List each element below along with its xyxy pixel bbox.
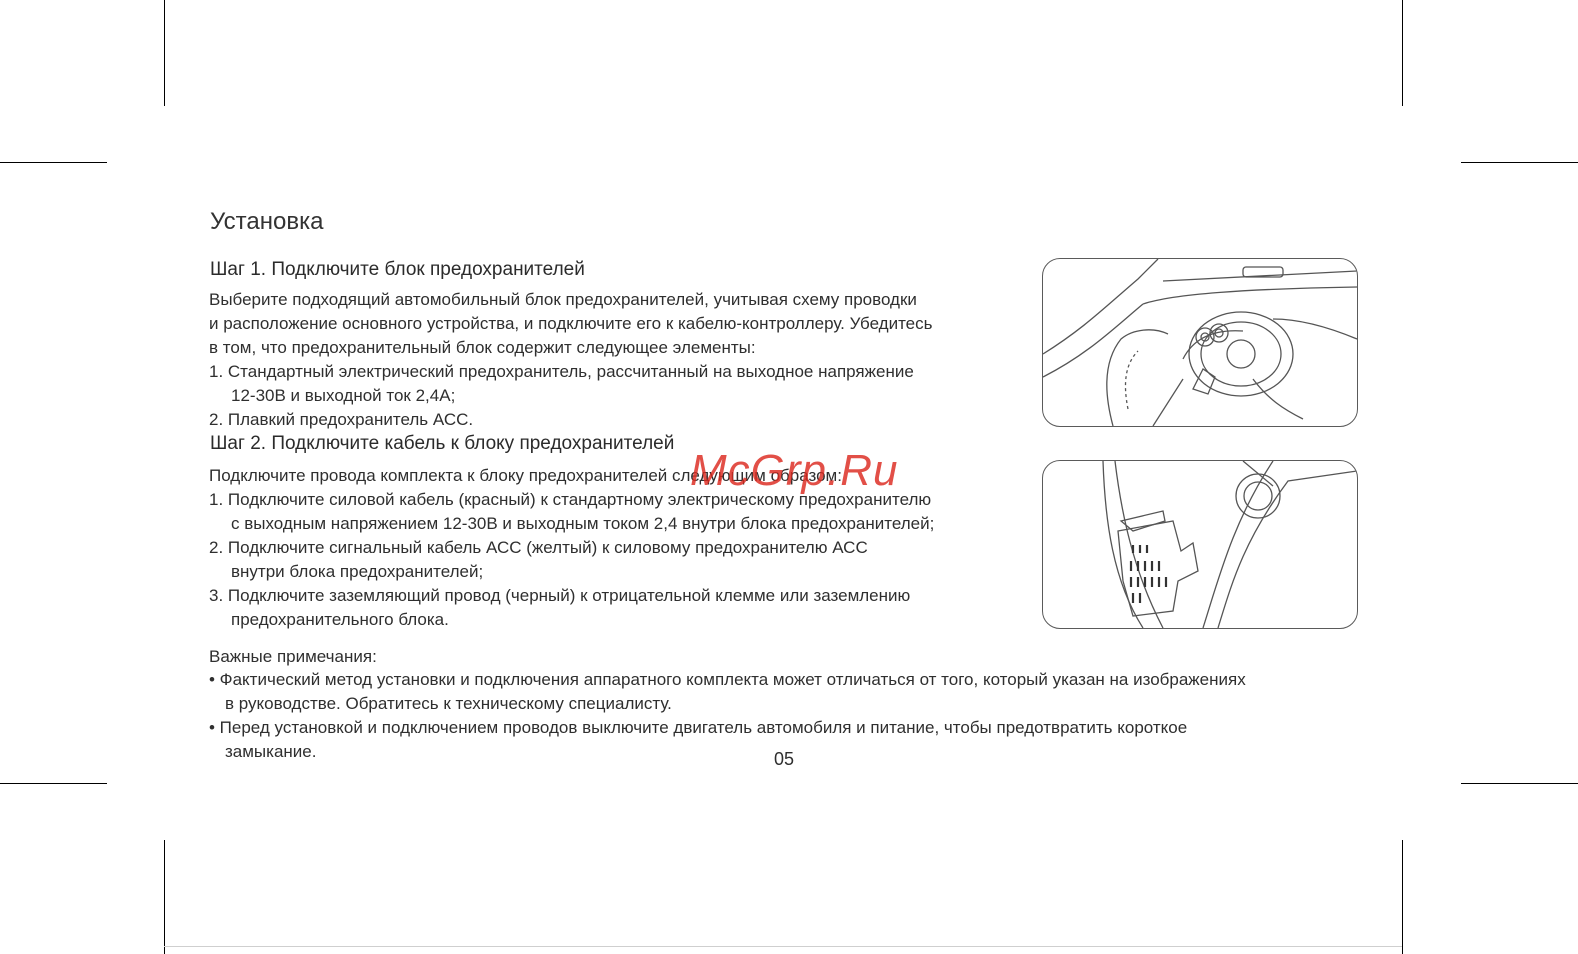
page-title: Установка (210, 208, 324, 235)
step1-line: и расположение основного устройства, и подключите его к кабелю-контроллеру. Убедитесь (209, 314, 933, 333)
step1-heading: Шаг 1. Подключите блок предохранителей (210, 259, 585, 280)
crop-mark (164, 840, 165, 954)
notes-line: замыкание. (225, 742, 317, 761)
connector-illustration (1042, 460, 1358, 629)
step2-heading: Шаг 2. Подключите кабель к блоку предохранителей (210, 433, 675, 454)
crop-mark (164, 0, 165, 106)
crop-mark (164, 946, 1402, 947)
step1-line: в том, что предохранительный блок содержит следующее элементы: (209, 338, 756, 357)
watermark: McGrp.Ru (690, 446, 899, 495)
step1-line: 12-30В и выходной ток 2,4А; (231, 386, 456, 405)
notes-line: • Фактический метод установки и подключения аппаратного комплекта может отличаться от того, который указан на изображениях (209, 670, 1246, 689)
step2-line: с выходным напряжением 12-30В и выходным током 2,4 внутри блока предохранителей; (231, 514, 935, 533)
step2-line: 3. Подключите заземляющий провод (черный) к отрицательной клемме или заземлению (209, 586, 911, 605)
step2-line: внутри блока предохранителей; (231, 562, 484, 581)
step2-line: 2. Подключите сигнальный кабель АСС (желтый) к силовому предохранителю АСС (209, 538, 868, 557)
notes-line: • Перед установкой и подключением проводов выключите двигатель автомобиля и питание, чтобы предотвратить короткое (209, 718, 1188, 737)
crop-mark (1402, 0, 1403, 106)
dashboard-illustration (1042, 258, 1358, 427)
step1-line: Выберите подходящий автомобильный блок предохранителей, учитывая схему проводки (209, 290, 917, 309)
crop-mark (1402, 840, 1403, 954)
crop-mark (1461, 783, 1578, 784)
notes-heading: Важные примечания: (209, 647, 377, 666)
step1-line: 2. Плавкий предохранитель АСС. (209, 410, 474, 429)
step1-line: 1. Стандартный электрический предохранитель, рассчитанный на выходное напряжение (209, 362, 914, 381)
notes-line: в руководстве. Обратитесь к техническому специалисту. (225, 694, 672, 713)
page-number: 05 (774, 749, 795, 769)
step2-line: Подключите провода комплекта к блоку предохранителей следующим образом: (209, 466, 842, 485)
step2-line: предохранительного блока. (231, 610, 449, 629)
crop-mark (0, 162, 107, 163)
step2-line: 1. Подключите силовой кабель (красный) к стандартному электрическому предохранителю (209, 490, 932, 509)
crop-mark (0, 783, 107, 784)
crop-mark (1461, 162, 1578, 163)
